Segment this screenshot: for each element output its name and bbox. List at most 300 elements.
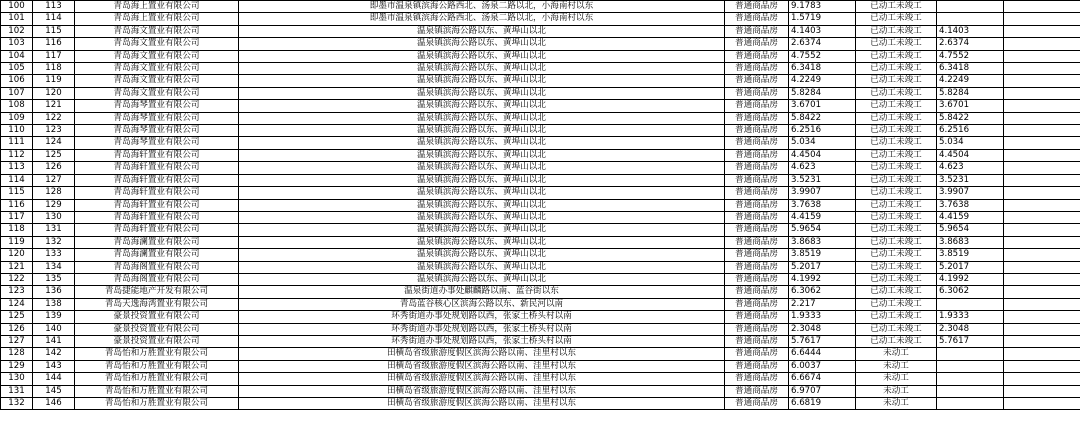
unfinished-area-cell: 1.9333 (937, 311, 1004, 323)
unfinished-area-cell (937, 348, 1004, 360)
empty-cell (1004, 224, 1080, 236)
table-row (1, 348, 1080, 360)
seq-cell: 122 (1, 273, 33, 285)
empty-cell (1004, 50, 1080, 62)
table-row (1, 286, 1080, 298)
parcel-no-cell: 122 (33, 112, 75, 124)
area-cell: 5.7617 (789, 335, 856, 347)
company-cell: 青岛海琴置业有限公司 (75, 125, 239, 137)
status-cell: 未动工 (856, 373, 937, 385)
status-cell: 已动工未竣工 (856, 50, 937, 62)
table-row (1, 100, 1080, 112)
unfinished-area-cell (937, 298, 1004, 310)
table-row (1, 25, 1080, 37)
use-type-cell: 普通商品房 (725, 298, 789, 310)
company-cell: 青岛海澜置业有限公司 (75, 249, 239, 261)
status-cell: 已动工未竣工 (856, 162, 937, 174)
location-cell: 温泉镇滨海公路以东、黄埠山以北 (239, 100, 725, 112)
unfinished-area-cell: 5.9654 (937, 224, 1004, 236)
parcel-no-cell: 132 (33, 236, 75, 248)
area-cell: 4.4504 (789, 149, 856, 161)
use-type-cell: 普通商品房 (725, 261, 789, 273)
location-cell: 温泉镇滨海公路以东、黄埠山以北 (239, 211, 725, 223)
status-cell: 已动工未竣工 (856, 323, 937, 335)
company-cell: 豪景投资置业有限公司 (75, 311, 239, 323)
parcel-no-cell: 136 (33, 286, 75, 298)
company-cell: 青岛怡和万胜置业有限公司 (75, 373, 239, 385)
empty-cell (1004, 100, 1080, 112)
company-cell: 青岛海澜置业有限公司 (75, 236, 239, 248)
use-type-cell: 普通商品房 (725, 311, 789, 323)
status-cell: 已动工未竣工 (856, 211, 937, 223)
seq-cell: 113 (1, 162, 33, 174)
use-type-cell: 普通商品房 (725, 249, 789, 261)
seq-cell: 108 (1, 100, 33, 112)
parcel-no-cell: 145 (33, 385, 75, 397)
area-cell: 1.9333 (789, 311, 856, 323)
location-cell: 温泉街道办事处麒麟路以南、蓝谷街以东 (239, 286, 725, 298)
parcel-no-cell: 133 (33, 249, 75, 261)
empty-cell (1004, 187, 1080, 199)
empty-cell (1004, 373, 1080, 385)
use-type-cell: 普通商品房 (725, 273, 789, 285)
location-cell: 田横岛省级旅游度假区滨海公路以南、洼里村以东 (239, 385, 725, 397)
use-type-cell: 普通商品房 (725, 63, 789, 75)
status-cell: 已动工未竣工 (856, 286, 937, 298)
area-cell: 6.3418 (789, 63, 856, 75)
status-cell: 已动工未竣工 (856, 137, 937, 149)
status-cell: 已动工未竣工 (856, 112, 937, 124)
use-type-cell: 普通商品房 (725, 125, 789, 137)
location-cell: 温泉镇滨海公路以东、黄埠山以北 (239, 112, 725, 124)
table-row (1, 385, 1080, 397)
location-cell: 温泉镇滨海公路以东、黄埠山以北 (239, 38, 725, 50)
area-cell: 1.5719 (789, 13, 856, 25)
status-cell: 已动工未竣工 (856, 100, 937, 112)
status-cell: 已动工未竣工 (856, 199, 937, 211)
use-type-cell: 普通商品房 (725, 112, 789, 124)
use-type-cell: 普通商品房 (725, 360, 789, 372)
parcel-no-cell: 118 (33, 63, 75, 75)
table-row (1, 75, 1080, 87)
area-cell: 6.0037 (789, 360, 856, 372)
location-cell: 温泉镇滨海公路以东、黄埠山以北 (239, 50, 725, 62)
area-cell: 2.6374 (789, 38, 856, 50)
empty-cell (1004, 63, 1080, 75)
area-cell: 4.1403 (789, 25, 856, 37)
empty-cell (1004, 335, 1080, 347)
table-row (1, 261, 1080, 273)
company-cell: 青岛海琴置业有限公司 (75, 112, 239, 124)
table-body (1, 1, 1080, 410)
table-row (1, 398, 1080, 410)
unfinished-area-cell: 4.1403 (937, 25, 1004, 37)
use-type-cell: 普通商品房 (725, 286, 789, 298)
status-cell: 已动工未竣工 (856, 187, 937, 199)
unfinished-area-cell: 3.8683 (937, 236, 1004, 248)
table-row (1, 335, 1080, 347)
table-row (1, 187, 1080, 199)
table-row (1, 273, 1080, 285)
status-cell: 已动工未竣工 (856, 149, 937, 161)
company-cell: 青岛海文置业有限公司 (75, 50, 239, 62)
unfinished-area-cell: 5.034 (937, 137, 1004, 149)
table-row (1, 63, 1080, 75)
location-cell: 温泉镇滨海公路以东、黄埠山以北 (239, 199, 725, 211)
area-cell: 3.9907 (789, 187, 856, 199)
empty-cell (1004, 249, 1080, 261)
seq-cell: 100 (1, 1, 33, 13)
company-cell: 青岛海阁置业有限公司 (75, 273, 239, 285)
empty-cell (1004, 87, 1080, 99)
empty-cell (1004, 38, 1080, 50)
parcel-no-cell: 126 (33, 162, 75, 174)
area-cell: 3.5231 (789, 174, 856, 186)
parcel-no-cell: 134 (33, 261, 75, 273)
status-cell: 未动工 (856, 385, 937, 397)
company-cell: 青岛海琴置业有限公司 (75, 100, 239, 112)
location-cell: 温泉镇滨海公路以东、黄埠山以北 (239, 63, 725, 75)
use-type-cell: 普通商品房 (725, 38, 789, 50)
status-cell: 已动工未竣工 (856, 1, 937, 13)
empty-cell (1004, 13, 1080, 25)
table-row (1, 38, 1080, 50)
seq-cell: 116 (1, 199, 33, 211)
unfinished-area-cell: 6.3062 (937, 286, 1004, 298)
empty-cell (1004, 286, 1080, 298)
table-row (1, 1, 1080, 13)
use-type-cell: 普通商品房 (725, 211, 789, 223)
location-cell: 即墨市温泉镇滨海公路西北、汤泉二路以北，小海南村以东 (239, 1, 725, 13)
unfinished-area-cell: 4.2249 (937, 75, 1004, 87)
area-cell: 5.034 (789, 137, 856, 149)
empty-cell (1004, 398, 1080, 410)
location-cell: 温泉镇滨海公路以东、黄埠山以北 (239, 137, 725, 149)
empty-cell (1004, 298, 1080, 310)
parcel-no-cell: 144 (33, 373, 75, 385)
area-cell: 2.3048 (789, 323, 856, 335)
company-cell: 豪景投资置业有限公司 (75, 335, 239, 347)
status-cell: 已动工未竣工 (856, 125, 937, 137)
status-cell: 已动工未竣工 (856, 87, 937, 99)
table-row (1, 199, 1080, 211)
empty-cell (1004, 360, 1080, 372)
company-cell: 青岛捷能地产开发有限公司 (75, 286, 239, 298)
status-cell: 已动工未竣工 (856, 25, 937, 37)
empty-cell (1004, 323, 1080, 335)
use-type-cell: 普通商品房 (725, 162, 789, 174)
use-type-cell: 普通商品房 (725, 25, 789, 37)
unfinished-area-cell: 3.9907 (937, 187, 1004, 199)
company-cell: 青岛海文置业有限公司 (75, 25, 239, 37)
area-cell: 6.9707 (789, 385, 856, 397)
unfinished-area-cell: 4.4159 (937, 211, 1004, 223)
use-type-cell: 普通商品房 (725, 50, 789, 62)
unfinished-area-cell (937, 13, 1004, 25)
parcel-no-cell: 142 (33, 348, 75, 360)
parcel-no-cell: 121 (33, 100, 75, 112)
parcel-no-cell: 141 (33, 335, 75, 347)
table-row (1, 162, 1080, 174)
use-type-cell: 普通商品房 (725, 137, 789, 149)
unfinished-area-cell: 5.8284 (937, 87, 1004, 99)
use-type-cell: 普通商品房 (725, 100, 789, 112)
location-cell: 即墨市温泉镇滨海公路西北、汤泉二路以北，小海南村以东 (239, 13, 725, 25)
use-type-cell: 普通商品房 (725, 1, 789, 13)
unfinished-area-cell (937, 1, 1004, 13)
location-cell: 温泉镇滨海公路以东、黄埠山以北 (239, 25, 725, 37)
seq-cell: 109 (1, 112, 33, 124)
use-type-cell: 普通商品房 (725, 398, 789, 410)
parcel-no-cell: 116 (33, 38, 75, 50)
seq-cell: 102 (1, 25, 33, 37)
location-cell: 温泉镇滨海公路以东、黄埠山以北 (239, 224, 725, 236)
seq-cell: 118 (1, 224, 33, 236)
unfinished-area-cell: 4.7552 (937, 50, 1004, 62)
unfinished-area-cell: 3.6701 (937, 100, 1004, 112)
use-type-cell: 普通商品房 (725, 236, 789, 248)
table-row (1, 13, 1080, 25)
area-cell: 6.6444 (789, 348, 856, 360)
unfinished-area-cell: 3.5231 (937, 174, 1004, 186)
status-cell: 已动工未竣工 (856, 236, 937, 248)
use-type-cell: 普通商品房 (725, 385, 789, 397)
seq-cell: 115 (1, 187, 33, 199)
parcel-no-cell: 119 (33, 75, 75, 87)
location-cell: 温泉镇滨海公路以东、黄埠山以北 (239, 236, 725, 248)
empty-cell (1004, 385, 1080, 397)
table-row (1, 224, 1080, 236)
table-row (1, 50, 1080, 62)
parcel-no-cell: 115 (33, 25, 75, 37)
area-cell: 3.7638 (789, 199, 856, 211)
company-cell: 青岛怡和万胜置业有限公司 (75, 348, 239, 360)
seq-cell: 119 (1, 236, 33, 248)
location-cell: 田横岛省级旅游度假区滨海公路以南、洼里村以东 (239, 398, 725, 410)
unfinished-area-cell: 6.3418 (937, 63, 1004, 75)
use-type-cell: 普通商品房 (725, 323, 789, 335)
empty-cell (1004, 125, 1080, 137)
seq-cell: 105 (1, 63, 33, 75)
empty-cell (1004, 149, 1080, 161)
empty-cell (1004, 174, 1080, 186)
company-cell: 豪景投资置业有限公司 (75, 323, 239, 335)
seq-cell: 129 (1, 360, 33, 372)
empty-cell (1004, 137, 1080, 149)
company-cell: 青岛海上置业有限公司 (75, 1, 239, 13)
seq-cell: 106 (1, 75, 33, 87)
status-cell: 未动工 (856, 348, 937, 360)
location-cell: 田横岛省级旅游度假区滨海公路以南、洼里村以东 (239, 360, 725, 372)
unfinished-area-cell: 4.623 (937, 162, 1004, 174)
area-cell: 4.4159 (789, 211, 856, 223)
location-cell: 温泉镇滨海公路以东、黄埠山以北 (239, 149, 725, 161)
table-row (1, 211, 1080, 223)
seq-cell: 124 (1, 298, 33, 310)
area-cell: 2.217 (789, 298, 856, 310)
seq-cell: 104 (1, 50, 33, 62)
status-cell: 已动工未竣工 (856, 13, 937, 25)
parcel-no-cell: 130 (33, 211, 75, 223)
status-cell: 已动工未竣工 (856, 224, 937, 236)
company-cell: 青岛海文置业有限公司 (75, 63, 239, 75)
seq-cell: 126 (1, 323, 33, 335)
empty-cell (1004, 25, 1080, 37)
seq-cell: 130 (1, 373, 33, 385)
area-cell: 5.8422 (789, 112, 856, 124)
area-cell: 6.6674 (789, 373, 856, 385)
unfinished-area-cell: 4.1992 (937, 273, 1004, 285)
parcel-no-cell: 123 (33, 125, 75, 137)
status-cell: 已动工未竣工 (856, 38, 937, 50)
parcel-no-cell: 143 (33, 360, 75, 372)
area-cell: 6.6819 (789, 398, 856, 410)
company-cell: 青岛海上置业有限公司 (75, 13, 239, 25)
unfinished-area-cell (937, 360, 1004, 372)
table-row (1, 311, 1080, 323)
unfinished-area-cell: 2.3048 (937, 323, 1004, 335)
company-cell: 青岛海文置业有限公司 (75, 75, 239, 87)
location-cell: 青岛蓝谷核心区滨海公路以东、新民河以南 (239, 298, 725, 310)
company-cell: 青岛海轩置业有限公司 (75, 187, 239, 199)
company-cell: 青岛海轩置业有限公司 (75, 211, 239, 223)
company-cell: 青岛天逸海湾置业有限公司 (75, 298, 239, 310)
status-cell: 未动工 (856, 360, 937, 372)
table-row (1, 249, 1080, 261)
company-cell: 青岛海轩置业有限公司 (75, 199, 239, 211)
use-type-cell: 普通商品房 (725, 199, 789, 211)
empty-cell (1004, 162, 1080, 174)
parcel-no-cell: 114 (33, 13, 75, 25)
location-cell: 温泉镇滨海公路以东、黄埠山以北 (239, 249, 725, 261)
parcel-no-cell: 113 (33, 1, 75, 13)
table-row (1, 323, 1080, 335)
location-cell: 温泉镇滨海公路以东、黄埠山以北 (239, 174, 725, 186)
company-cell: 青岛怡和万胜置业有限公司 (75, 385, 239, 397)
area-cell: 5.8284 (789, 87, 856, 99)
seq-cell: 127 (1, 335, 33, 347)
parcel-no-cell: 138 (33, 298, 75, 310)
location-cell: 温泉镇滨海公路以东、黄埠山以北 (239, 75, 725, 87)
status-cell: 已动工未竣工 (856, 261, 937, 273)
status-cell: 未动工 (856, 398, 937, 410)
unfinished-area-cell: 6.2516 (937, 125, 1004, 137)
table-row (1, 373, 1080, 385)
location-cell: 温泉镇滨海公路以东、黄埠山以北 (239, 125, 725, 137)
status-cell: 已动工未竣工 (856, 249, 937, 261)
parcel-no-cell: 117 (33, 50, 75, 62)
use-type-cell: 普通商品房 (725, 149, 789, 161)
parcel-no-cell: 135 (33, 273, 75, 285)
table-row (1, 236, 1080, 248)
location-cell: 环秀街道办事处规划路以西，张家土桥头村以南 (239, 311, 725, 323)
seq-cell: 128 (1, 348, 33, 360)
location-cell: 温泉镇滨海公路以东、黄埠山以北 (239, 162, 725, 174)
location-cell: 环秀街道办事处规划路以西，张家土桥头村以南 (239, 335, 725, 347)
location-cell: 环秀街道办事处规划路以西，张家土桥头村以南 (239, 323, 725, 335)
area-cell: 4.7552 (789, 50, 856, 62)
area-cell: 6.3062 (789, 286, 856, 298)
parcel-no-cell: 131 (33, 224, 75, 236)
company-cell: 青岛怡和万胜置业有限公司 (75, 398, 239, 410)
empty-cell (1004, 236, 1080, 248)
table-row (1, 137, 1080, 149)
location-cell: 温泉镇滨海公路以东、黄埠山以北 (239, 261, 725, 273)
use-type-cell: 普通商品房 (725, 75, 789, 87)
parcel-no-cell: 146 (33, 398, 75, 410)
area-cell: 5.2017 (789, 261, 856, 273)
status-cell: 已动工未竣工 (856, 63, 937, 75)
unfinished-area-cell (937, 385, 1004, 397)
table-row (1, 149, 1080, 161)
company-cell: 青岛海轩置业有限公司 (75, 162, 239, 174)
unfinished-area-cell: 3.7638 (937, 199, 1004, 211)
area-cell: 4.2249 (789, 75, 856, 87)
seq-cell: 117 (1, 211, 33, 223)
parcel-no-cell: 125 (33, 149, 75, 161)
status-cell: 已动工未竣工 (856, 174, 937, 186)
seq-cell: 114 (1, 174, 33, 186)
empty-cell (1004, 348, 1080, 360)
use-type-cell: 普通商品房 (725, 224, 789, 236)
table-row (1, 125, 1080, 137)
area-cell: 3.6701 (789, 100, 856, 112)
company-cell: 青岛海阁置业有限公司 (75, 261, 239, 273)
area-cell: 4.623 (789, 162, 856, 174)
area-cell: 6.2516 (789, 125, 856, 137)
location-cell: 田横岛省级旅游度假区滨海公路以南、洼里村以东 (239, 373, 725, 385)
unfinished-area-cell: 5.7617 (937, 335, 1004, 347)
location-cell: 温泉镇滨海公路以东、黄埠山以北 (239, 87, 725, 99)
area-cell: 5.9654 (789, 224, 856, 236)
status-cell: 已动工未竣工 (856, 298, 937, 310)
use-type-cell: 普通商品房 (725, 335, 789, 347)
status-cell: 已动工未竣工 (856, 311, 937, 323)
empty-cell (1004, 75, 1080, 87)
empty-cell (1004, 311, 1080, 323)
company-cell: 青岛海文置业有限公司 (75, 87, 239, 99)
company-cell: 青岛海轩置业有限公司 (75, 224, 239, 236)
company-cell: 青岛怡和万胜置业有限公司 (75, 360, 239, 372)
seq-cell: 131 (1, 385, 33, 397)
empty-cell (1004, 211, 1080, 223)
location-cell: 田横岛省级旅游度假区滨海公路以南、洼里村以东 (239, 348, 725, 360)
seq-cell: 101 (1, 13, 33, 25)
area-cell: 9.1783 (789, 1, 856, 13)
company-cell: 青岛海轩置业有限公司 (75, 149, 239, 161)
use-type-cell: 普通商品房 (725, 348, 789, 360)
location-cell: 温泉镇滨海公路以东、黄埠山以北 (239, 273, 725, 285)
use-type-cell: 普通商品房 (725, 87, 789, 99)
seq-cell: 125 (1, 311, 33, 323)
parcel-no-cell: 129 (33, 199, 75, 211)
seq-cell: 121 (1, 261, 33, 273)
table-row (1, 298, 1080, 310)
parcel-no-cell: 139 (33, 311, 75, 323)
company-cell: 青岛海文置业有限公司 (75, 38, 239, 50)
company-cell: 青岛海轩置业有限公司 (75, 174, 239, 186)
status-cell: 已动工未竣工 (856, 273, 937, 285)
location-cell: 温泉镇滨海公路以东、黄埠山以北 (239, 187, 725, 199)
parcel-no-cell: 127 (33, 174, 75, 186)
parcel-no-cell: 124 (33, 137, 75, 149)
table-row (1, 174, 1080, 186)
empty-cell (1004, 273, 1080, 285)
status-cell: 已动工未竣工 (856, 335, 937, 347)
use-type-cell: 普通商品房 (725, 187, 789, 199)
status-cell: 已动工未竣工 (856, 75, 937, 87)
seq-cell: 107 (1, 87, 33, 99)
